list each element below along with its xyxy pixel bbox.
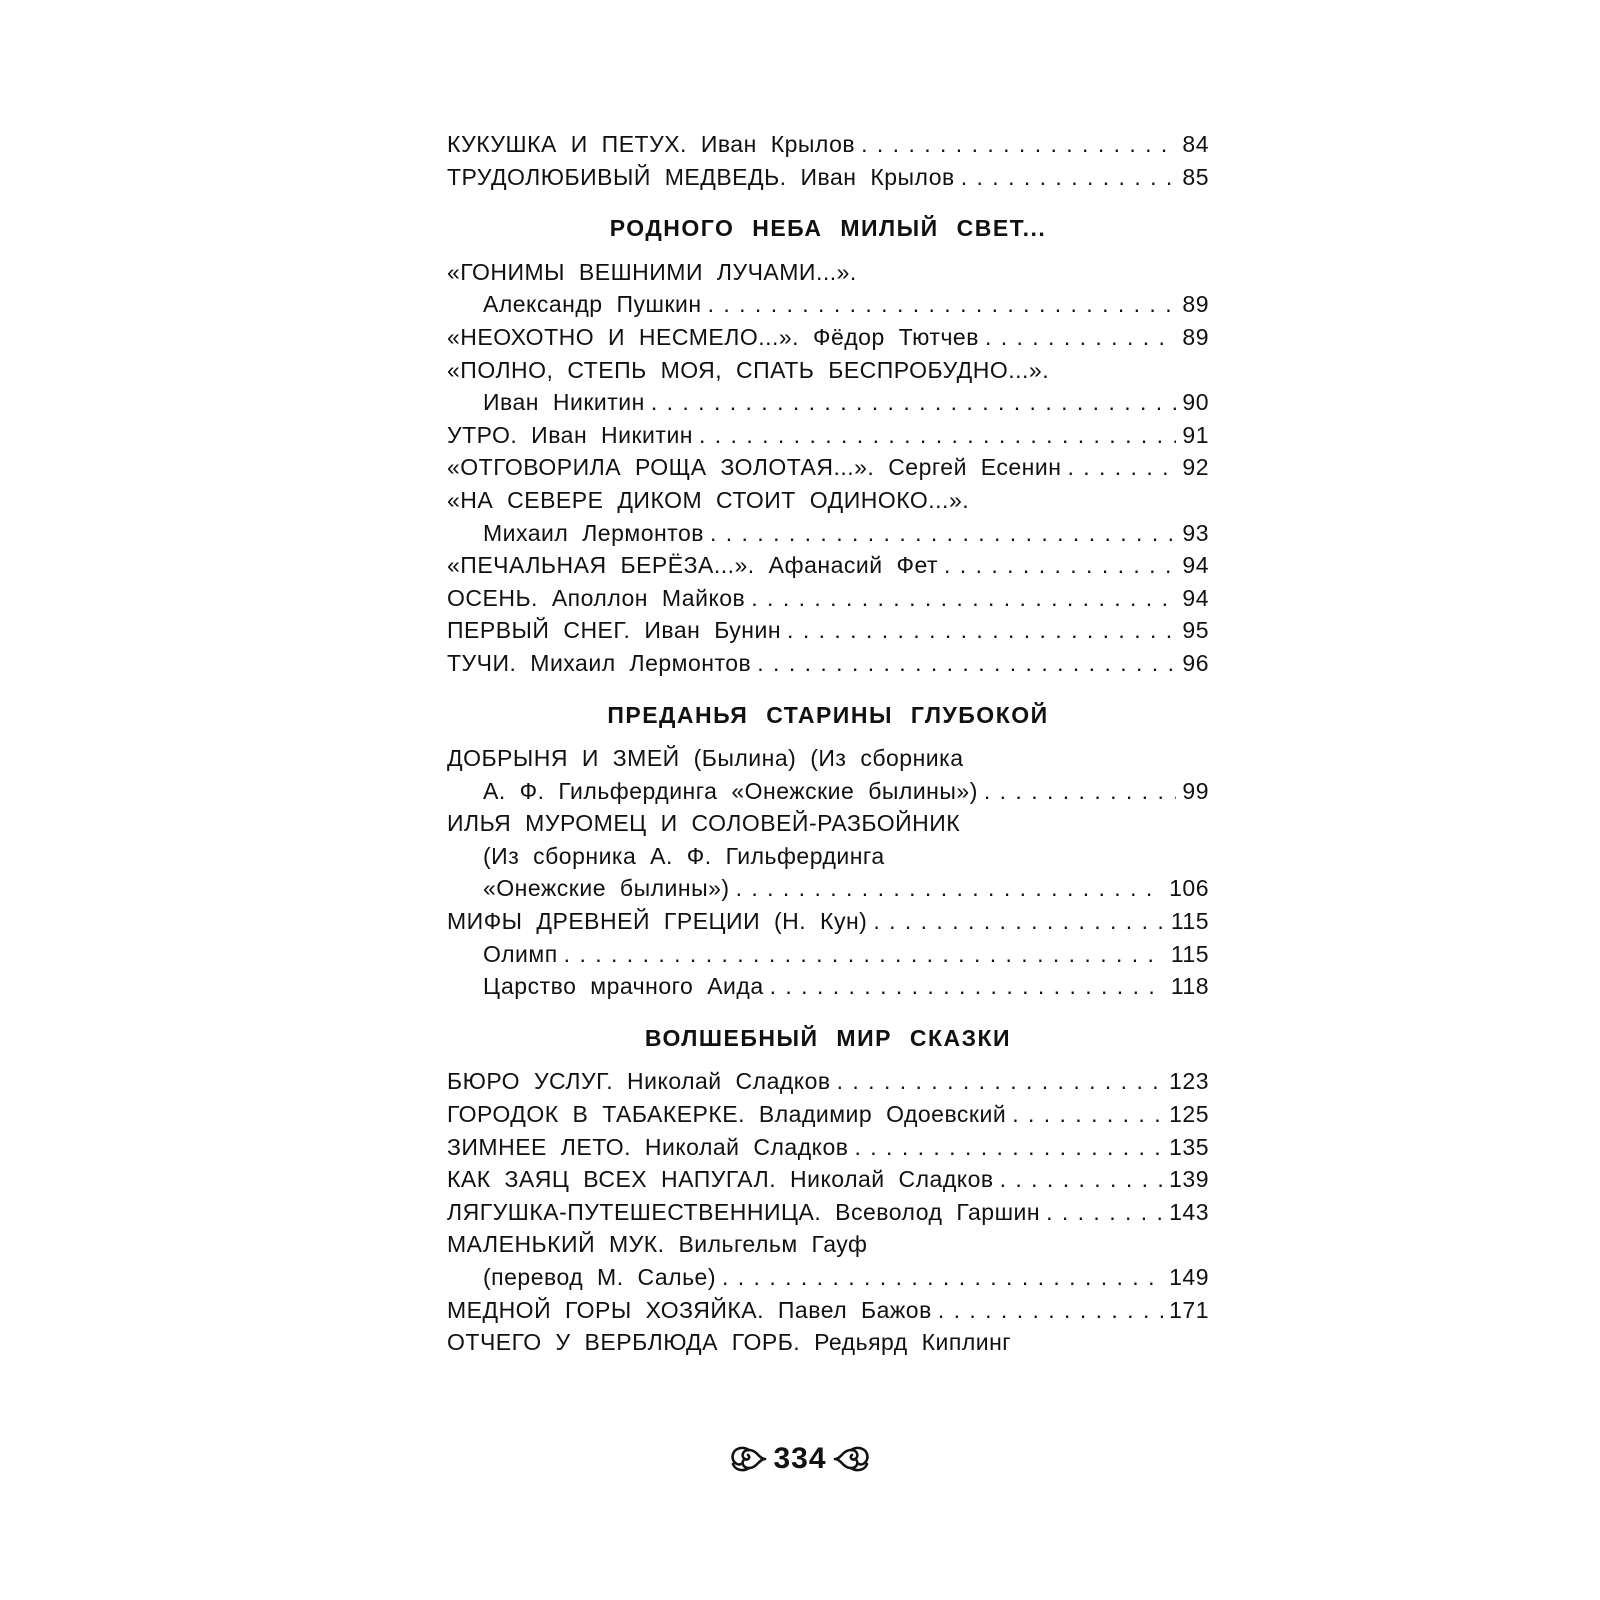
entry-title: ГОРОДОК В ТАБАКЕРКЕ. Владимир Одоевский: [447, 1101, 1007, 1128]
entry-page-number: 95: [1182, 617, 1209, 644]
page-folio: [0, 1442, 1600, 1476]
toc-entry: [447, 650, 1209, 683]
toc-entry: [447, 291, 1209, 324]
entry-title: Александр Пушкин: [483, 291, 702, 318]
entry-page-number: 89: [1182, 291, 1209, 318]
entry-title: ДОБРЫНЯ И ЗМЕЙ (Былина) (Из сборника: [447, 745, 964, 772]
toc-entry: [447, 941, 1209, 974]
dot-leader: [710, 520, 1176, 547]
entry-title: (перевод М. Салье): [483, 1264, 716, 1290]
entry-page-number: 92: [1182, 454, 1209, 481]
dot-leader: [1012, 1101, 1163, 1128]
entry-page-number: 89: [1182, 323, 1209, 350]
dot-leader: [708, 291, 1177, 318]
entry-title: Иван Никитин: [483, 389, 645, 416]
toc-entry: [447, 487, 1209, 520]
section-heading: ПРЕДАНЬЯ СТАРИНЫ ГЛУБОКОЙ: [607, 701, 1049, 728]
entry-title: «ПЕЧАЛЬНАЯ БЕРЁЗА...». Афанасий Фет: [447, 552, 939, 579]
entry-title: «НЕОХОТНО И НЕСМЕЛО...». Фёдор Тютчев: [447, 323, 979, 350]
entry-page-number: 139: [1169, 1166, 1209, 1193]
entry-title: МАЛЕНЬКИЙ МУК. Вильгельм Гауф: [447, 1231, 868, 1258]
toc-entry: [447, 973, 1209, 1006]
entry-page-number: 85: [1182, 163, 1209, 190]
entry-page-number: 99: [1182, 777, 1209, 804]
toc-entry: [447, 810, 1209, 843]
entry-title: А. Ф. Гильфердинга «Онежские былины»): [483, 777, 978, 804]
entry-page-number: 115: [1170, 908, 1209, 935]
entry-page-number: 149: [1169, 1264, 1209, 1290]
toc-entry: [447, 778, 1209, 811]
entry-title: ТРУДОЛЮБИВЫЙ МЕДВЕДЬ. Иван Крылов: [447, 163, 955, 190]
entry-title: «ГОНИМЫ ВЕШНИМИ ЛУЧАМИ...».: [447, 258, 857, 285]
dot-leader: [736, 875, 1164, 902]
dot-leader: [1046, 1199, 1163, 1226]
entry-title: «ОТГОВОРИЛА РОЩА ЗОЛОТАЯ...». Сергей Есенин: [447, 454, 1062, 481]
dot-leader: [854, 1134, 1163, 1161]
dot-leader: [873, 908, 1165, 935]
toc-entry: [447, 1134, 1209, 1167]
toc-entry: [447, 843, 1209, 876]
dot-leader: [1000, 1166, 1164, 1193]
entry-page-number: 93: [1182, 519, 1209, 546]
section-heading: ВОЛШЕБНЫЙ МИР СКАЗКИ: [644, 1024, 1012, 1051]
entry-page-number: 96: [1182, 649, 1209, 676]
toc-entry: [447, 1101, 1209, 1134]
entry-title: Михаил Лермонтов: [483, 519, 704, 546]
entry-page-number: 125: [1169, 1101, 1209, 1128]
toc-entry: [447, 389, 1209, 422]
dot-leader: [787, 617, 1176, 644]
dot-leader: [985, 324, 1176, 351]
entry-page-number: 91: [1182, 421, 1209, 448]
section-heading: РОДНОГО НЕБА МИЛЫЙ СВЕТ...: [609, 215, 1047, 242]
toc-entry: [447, 357, 1209, 390]
entry-title: УТРО. Иван Никитин: [447, 421, 693, 448]
entry-page-number: 90: [1182, 389, 1209, 416]
dot-leader: [1067, 454, 1176, 481]
entry-title: ОСЕНЬ. Аполлон Майков: [447, 584, 746, 611]
entry-title: «НА СЕВЕРЕ ДИКОМ СТОИТ ОДИНОКО...».: [447, 486, 970, 513]
dot-leader: [944, 552, 1176, 579]
entry-page-number: 115: [1170, 940, 1209, 967]
toc-entry: [447, 520, 1209, 553]
dot-leader: [961, 164, 1177, 191]
entry-page-number: 94: [1182, 584, 1209, 611]
toc-entry: [447, 454, 1209, 487]
toc-entry: [447, 1068, 1209, 1101]
left-swirl-ornament-icon: [729, 1442, 769, 1476]
toc-entry: [447, 745, 1209, 778]
dot-leader: [651, 389, 1177, 416]
right-swirl-ornament-icon: [831, 1442, 871, 1476]
toc-entry: [447, 1199, 1209, 1232]
toc-entry: [447, 422, 1209, 455]
toc-entry: [447, 585, 1209, 618]
dot-leader: [861, 131, 1176, 158]
entry-title: БЮРО УСЛУГ. Николай Сладков: [447, 1068, 831, 1095]
entry-title: КУКУШКА И ПЕТУХ. Иван Крылов: [447, 131, 856, 157]
toc-entry: [447, 1297, 1209, 1330]
entry-title: Царство мрачного Аида: [483, 973, 764, 1000]
table-of-contents: [447, 131, 1209, 1362]
toc-entry: [447, 617, 1209, 650]
toc-entry: [447, 131, 1209, 164]
dot-leader: [984, 778, 1177, 805]
page-number: 334: [773, 1442, 827, 1475]
entry-page-number: 123: [1169, 1068, 1209, 1095]
toc-entry: [447, 324, 1209, 357]
dot-leader: [722, 1264, 1163, 1291]
toc-entry: [447, 1231, 1209, 1264]
entry-page-number: 106: [1169, 875, 1209, 902]
entry-title: ИЛЬЯ МУРОМЕЦ И СОЛОВЕЙ-РАЗБОЙНИК: [447, 810, 961, 837]
dot-leader: [938, 1297, 1163, 1324]
entry-title: КАК ЗАЯЦ ВСЕХ НАПУГАЛ. Николай Сладков: [447, 1166, 994, 1193]
entry-page-number: 94: [1182, 552, 1209, 579]
dot-leader: [699, 422, 1176, 449]
toc-entry: [447, 875, 1209, 908]
entry-title: ТУЧИ. Михаил Лермонтов: [447, 649, 752, 676]
entry-page-number: 118: [1170, 973, 1209, 1000]
entry-title: ОТЧЕГО У ВЕРБЛЮДА ГОРБ. Редьярд Киплинг: [447, 1329, 1012, 1356]
entry-page-number: 84: [1182, 131, 1209, 157]
dot-leader: [837, 1068, 1164, 1095]
entry-title: ПЕРВЫЙ СНЕГ. Иван Бунин: [447, 617, 782, 644]
entry-title: ЗИМНЕЕ ЛЕТО. Николай Сладков: [447, 1133, 849, 1160]
dot-leader: [564, 941, 1165, 968]
toc-entry: [447, 1166, 1209, 1199]
toc-entry: [447, 164, 1209, 197]
entry-title: «Онежские былины»): [483, 875, 730, 902]
dot-leader: [770, 973, 1165, 1000]
entry-title: МИФЫ ДРЕВНЕЙ ГРЕЦИИ (Н. Кун): [447, 908, 868, 935]
entry-title: ЛЯГУШКА-ПУТЕШЕСТВЕННИЦА. Всеволод Гаршин: [447, 1198, 1041, 1225]
entry-title: МЕДНОЙ ГОРЫ ХОЗЯЙКА. Павел Бажов: [447, 1296, 932, 1323]
entry-title: Олимп: [483, 940, 558, 967]
toc-entry: [447, 259, 1209, 292]
entry-page-number: 143: [1169, 1198, 1209, 1225]
entry-title: (Из сборника А. Ф. Гильфердинга: [483, 842, 885, 869]
entry-page-number: 171: [1169, 1296, 1209, 1323]
toc-entry: [447, 1264, 1209, 1297]
toc-entry: [447, 552, 1209, 585]
entry-title: «ПОЛНО, СТЕПЬ МОЯ, СПАТЬ БЕСПРОБУДНО...».: [447, 356, 1050, 383]
toc-entry: [447, 908, 1209, 941]
entry-page-number: 135: [1169, 1133, 1209, 1160]
dot-leader: [751, 585, 1176, 612]
dot-leader: [757, 650, 1176, 677]
toc-entry: [447, 1329, 1209, 1362]
